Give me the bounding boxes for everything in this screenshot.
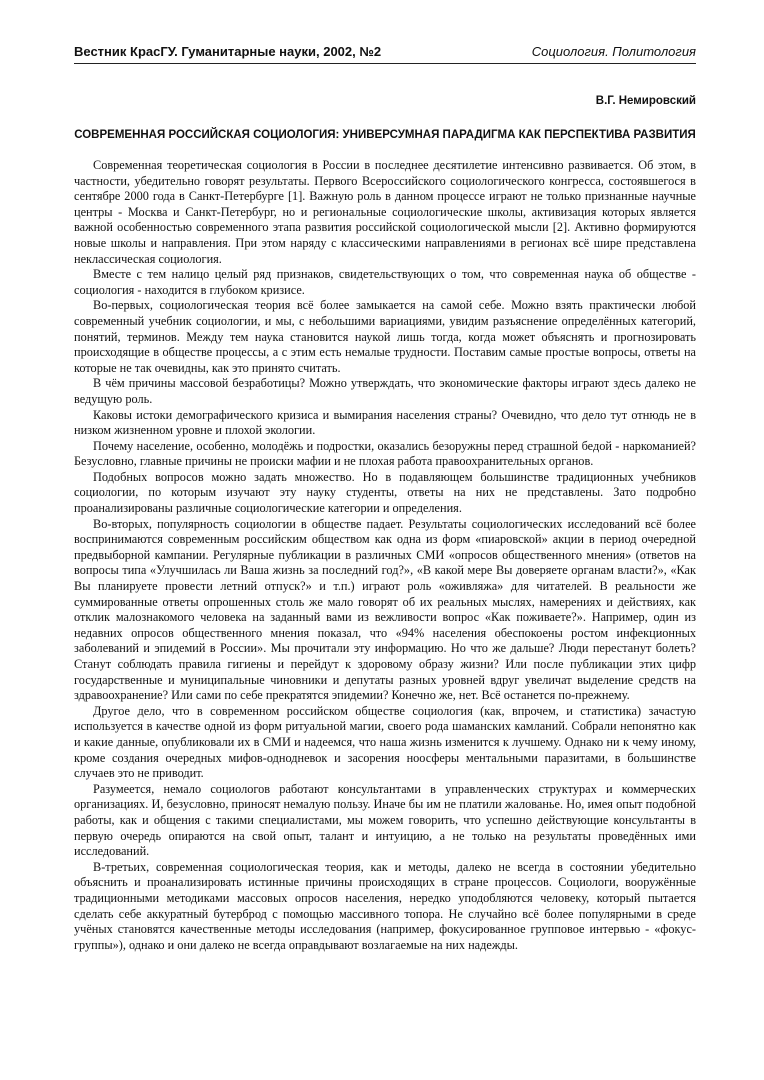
paragraph: Разумеется, немало социологов работают консультантами в управленческих структурах и коммерческих организациях. И, безусловно, приносят немалую пользу. Иначе бы им не платили жалованье. Но, имея опыт подобной работы, как и общения с такими специалистами, мы можем говорить, что успешно действующие консультанты в первую очередь опираются на свой опыт, талант и интуицию, а не только на результаты проведённых ими исследований.: [74, 781, 696, 859]
journal-title: Вестник КрасГУ. Гуманитарные науки, 2002, №2: [74, 44, 382, 59]
paragraph: Современная теоретическая социология в России в последнее десятилетие интенсивно развивается. Об этом, в частности, убедительно говорят результаты. Первого Всероссийского социологического конгресса, состоявшегося в сентябре 2000 года в Санкт-Петербурге [1]. Важную роль в данном процессе играют не только признанные научные центры - Москва и Санкт-Петербург, но и региональные социологические школы, активизация которых является важной особенностью современного этапа развития российской социологической мысли [2]. Активно формируются новые школы и направления. При этом наряду с классическими направлениями в регионах всё шире представлена неклассическая социология.: [74, 158, 696, 266]
article-body: [74, 158, 696, 953]
paragraph: Другое дело, что в современном российском обществе социология (как, впрочем, и статистика) зачастую используется в качестве одной из форм ритуальной магии, своего рода шаманских камланий. Собрали непонятно как и какие данные, опубликовали их в СМИ и надеемся, что наша жизнь изменится к лучшему. Однако ни к чему иному, кроме создания очередных мифов-однодневок и засорения ноосферы ментальными паразитами, в большинстве случаев это не приводит.: [74, 703, 696, 781]
paragraph: В чём причины массовой безработицы? Можно утверждать, что экономические факторы играют здесь далеко не ведущую роль.: [74, 376, 696, 406]
article-author: В.Г. Немировский: [595, 95, 696, 107]
paragraph: Во-вторых, популярность социологии в обществе падает. Результаты социологических исследований всё более воспринимаются современным российским обществом как одна из форм «пиаровской» акции в период очередной предвыборной кампании. Регулярные публикации в различных СМИ «опросов общественного мнения» (ответов на вопросы типа «Улучшилась ли Ваша жизнь за последний год?», «В какой мере Вы доверяете органам власти?», «Как Вы планируете провести летний отпуск?» и т.п.) играют роль «оживляжа» для читателей. В реальности же суммированные ответы опрошенных столь же мало говорят об их реальных мыслях, намерениях и действиях, как отклик малознакомого человека на заданный вами из вежливости вопрос «Как поживаете?». Например, один из недавних опросов общественного мнения показал, что «94% населения обеспокоены ростом инфекционных заболеваний и эпидемий в России». Мы прочитали эту информацию. Но что же дальше? Люди перестанут болеть? Станут соблюдать правила гигиены и перейдут к здоровому образу жизни? Или после публикации этих цифр государственные и муниципальные чиновники и депутаты разных уровней вдруг увеличат выделение средств на здравоохранение? Или сами по себе прекратятся эпидемии? Конечно же, нет. Всё останется по-прежнему.: [74, 516, 696, 703]
paragraph: Почему население, особенно, молодёжь и подростки, оказались безоружны перед страшной бедой - наркоманией? Безусловно, главные причины не происки мафии и не плохая работа правоохранительных органов.: [74, 438, 696, 469]
paragraph: Подобных вопросов можно задать множество. Но в подавляющем большинстве традиционных учебников социологии, по которым изучают эту науку студенты, ответы на них не представлены. Зато подробно проанализированы различные социологические категории и определения.: [74, 469, 696, 516]
paragraph: Во-первых, социологическая теория всё более замыкается на самой себе. Можно взять практически любой современный учебник социологии, и мы, с небольшими вариациями, увидим разъяснение определённых категорий, понятий, терминов. Между тем наука становится наукой лишь тогда, когда может объяснять и прогнозировать происходящие в обществе процессы, а с этим есть немалые трудности. Поставим самые простые вопросы, ответы на которые не так очевидны, как это принято считать.: [74, 298, 696, 375]
section-title: Социология. Политология: [531, 44, 696, 59]
article-title: СОВРЕМЕННАЯ РОССИЙСКАЯ СОЦИОЛОГИЯ: УНИВЕРСУМНАЯ ПАРАДИГМА КАК ПЕРСПЕКТИВА РАЗВИТИЯ: [74, 129, 696, 141]
header-rule: [74, 63, 696, 64]
paragraph: Вместе с тем налицо целый ряд признаков, свидетельствующих о том, что современная наука об обществе - социология - находится в глубоком кризисе.: [74, 267, 696, 297]
paragraph: Каковы истоки демографического кризиса и вымирания населения страны? Очевидно, что дело тут отнюдь не в низком жизненном уровне и плохой экологии.: [74, 407, 696, 438]
paragraph: В-третьих, современная социологическая теория, как и методы, далеко не всегда в состоянии убедительно объяснить и проанализировать истинные причины происходящих в стране процессов. Социологи, вооружённые традиционными методиками массовых опросов населения, нередко уподобляются человеку, который пытается сделать себе аккуратный бутерброд с помощью массивного топора. Не случайно всё более популярными в среде учёных становятся качественные методы исследования (например, фокусированное групповое интервью - «фокус-группы»), однако и они далеко не всегда оправдывают возлагаемые на них надежды.: [74, 859, 696, 952]
running-head: [74, 44, 696, 59]
